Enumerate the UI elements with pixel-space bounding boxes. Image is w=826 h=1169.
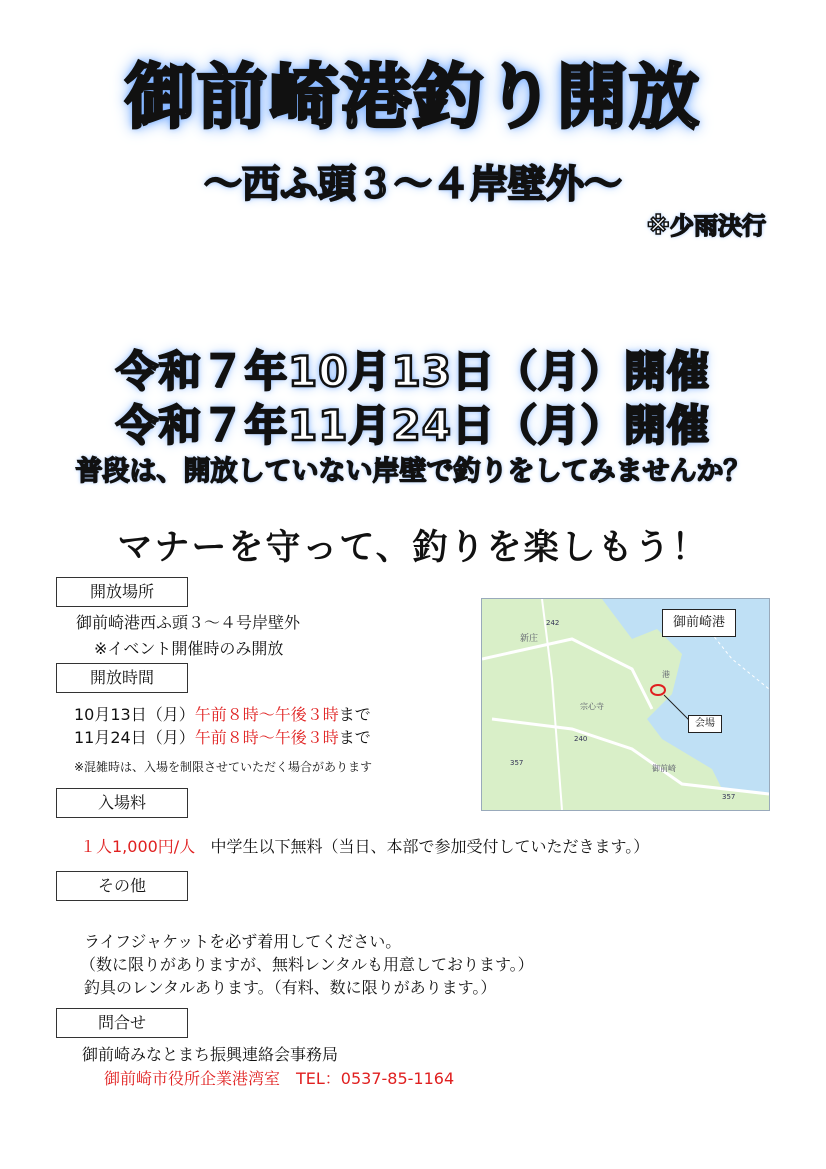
other-line-2: （数に限りがありますが、無料レンタルも用意しております。） — [80, 955, 534, 974]
fee-label: 入場料 — [56, 788, 188, 818]
map-label-shinjo: 新庄 — [520, 634, 539, 644]
place-label: 開放場所 — [56, 577, 188, 607]
fee-price: １人1,000円/人 — [80, 837, 196, 856]
fee-row — [80, 834, 649, 860]
map-callout: 御前崎港 — [662, 609, 736, 637]
invite-text: 普段は、開放していない岸壁で釣りをしてみませんか？ — [75, 456, 751, 487]
time-row-date: 10月13日（月） — [74, 705, 195, 724]
road-240: 240 — [574, 735, 588, 743]
time-row-hours: 午前８時～午後３時 — [194, 728, 339, 747]
event-date-2: 令和７年11月24日（月）開催 — [116, 401, 710, 450]
map-label-omaezaki: 御前崎 — [652, 764, 676, 773]
time-row-hours: 午前８時～午後３時 — [194, 705, 339, 724]
rain-note: ※少雨決行 — [646, 212, 766, 240]
time-note: ※混雑時は、入場を制限させていただく場合があります — [74, 760, 373, 774]
time-label: 開放時間 — [56, 663, 188, 693]
contact-org: 御前崎みなとまち振興連絡会事務局 — [82, 1045, 339, 1064]
road-242: 242 — [546, 619, 560, 627]
time-row-date: 11月24日（月） — [74, 728, 195, 747]
manners-heading: マナーを守って、釣りを楽しもう！ — [117, 528, 709, 568]
road-357-west: 357 — [510, 759, 524, 767]
venue-map — [481, 598, 770, 811]
road-357-east: 357 — [722, 793, 736, 801]
venue-callout: 会場 — [688, 715, 722, 733]
time-row-suffix: まで — [338, 705, 371, 724]
fee-detail: 中学生以下無料（当日、本部で参加受付していただきます。） — [210, 837, 650, 856]
time-row-2 — [74, 725, 371, 751]
place-note: ※イベント開催時のみ開放 — [94, 639, 284, 658]
other-label: その他 — [56, 871, 188, 901]
other-line-1: ライフジャケットを必ず着用してください。 — [84, 932, 402, 951]
other-line-3: 釣具のレンタルあります。（有料、数に限りがあります。） — [84, 978, 497, 997]
event-date-1: 令和７年10月13日（月）開催 — [116, 347, 710, 396]
poster-title: 御前崎港釣り開放 — [125, 56, 701, 138]
map-label-temple: 宗心寺 — [580, 702, 604, 711]
poster-subtitle: ～西ふ頭３～４岸壁外～ — [203, 162, 622, 206]
contact-office: 御前崎市役所企業港湾室 TEL：0537-85-1164 — [104, 1069, 455, 1088]
time-row-suffix: まで — [338, 728, 371, 747]
place-text: 御前崎港西ふ頭３～４号岸壁外 — [76, 613, 301, 632]
map-label-port: 港 — [662, 670, 670, 679]
contact-label: 問合せ — [56, 1008, 188, 1038]
